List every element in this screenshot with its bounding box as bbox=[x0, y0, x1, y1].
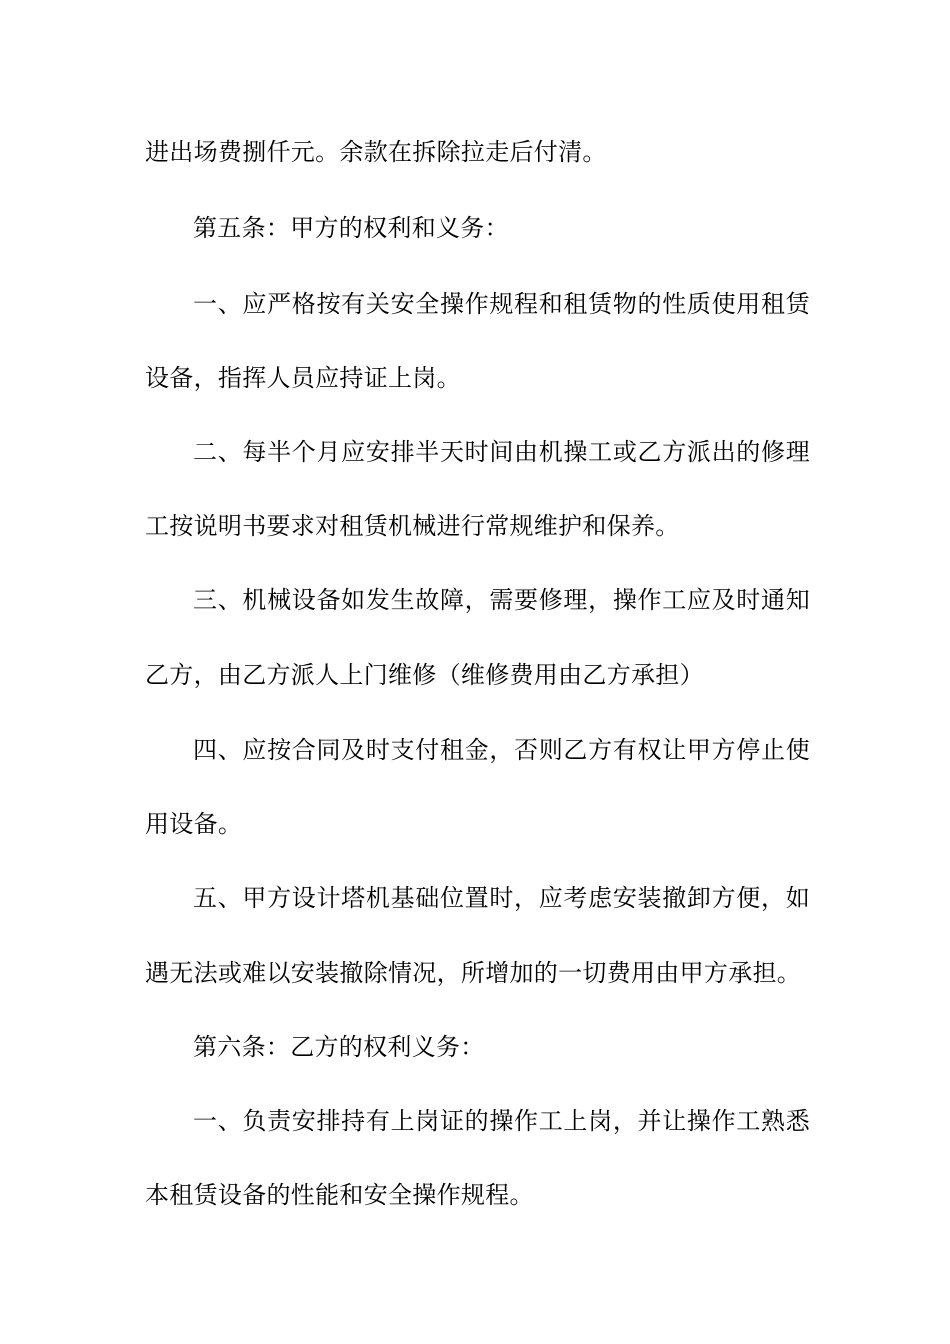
article-5-item-5-line-1: 五、甲方设计塔机基础位置时，应考虑安装撤卸方便，如 bbox=[193, 884, 810, 912]
article-6-item-1-line-1: 一、负责安排持有上岗证的操作工上岗，并让操作工熟悉 bbox=[193, 1107, 810, 1135]
article-5-item-1-line-1: 一、应严格按有关安全操作规程和租赁物的性质使用租赁 bbox=[193, 290, 810, 318]
article-5-heading: 第五条：甲方的权利和义务： bbox=[193, 214, 509, 242]
article-6-heading: 第六条：乙方的权利义务： bbox=[193, 1033, 485, 1061]
article-5-item-4-line-2: 用设备。 bbox=[145, 810, 243, 838]
text-line-continuation-fee: 进出场费捌仟元。余款在拆除拉走后付清。 bbox=[145, 138, 607, 166]
article-5-item-4-line-1: 四、应按合同及时支付租金，否则乙方有权让甲方停止使 bbox=[193, 736, 810, 764]
article-5-item-2-line-1: 二、每半个月应安排半天时间由机操工或乙方派出的修理 bbox=[193, 438, 810, 466]
article-5-item-2-line-2: 工按说明书要求对租赁机械进行常规维护和保养。 bbox=[145, 512, 680, 540]
article-6-item-1-line-2: 本租赁设备的性能和安全操作规程。 bbox=[145, 1181, 534, 1209]
article-5-item-3-line-2: 乙方，由乙方派人上门维修（维修费用由乙方承担） bbox=[145, 661, 704, 689]
article-5-item-5-line-2: 遇无法或难以安装撤除情况，所增加的一切费用由甲方承担。 bbox=[145, 959, 802, 987]
article-5-item-1-line-2: 设备，指挥人员应持证上岗。 bbox=[145, 364, 461, 392]
article-5-item-3-line-1: 三、机械设备如发生故障，需要修理，操作工应及时通知 bbox=[193, 586, 810, 614]
